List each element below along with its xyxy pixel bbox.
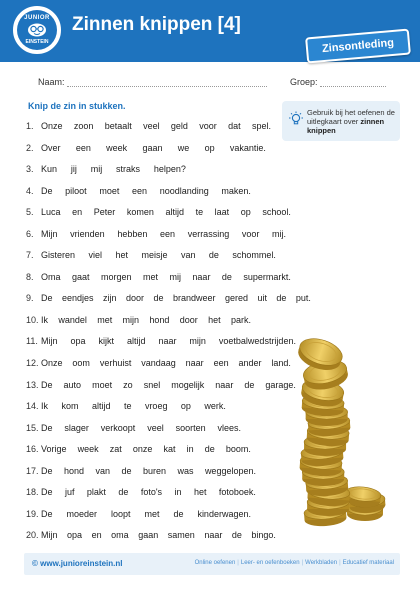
sentence-text xyxy=(41,206,291,228)
tip-text-bold: zinnen knippen xyxy=(307,117,385,135)
sentence-word: kat xyxy=(163,444,176,455)
sentence-word: mijn xyxy=(122,314,140,325)
sentence-word: bingo. xyxy=(251,530,276,541)
sentence-word: moeder xyxy=(66,508,97,519)
category-tag: Zinsontleding xyxy=(305,29,411,64)
sentence-word: op xyxy=(240,207,251,218)
sentence-word: vakantie. xyxy=(229,142,266,153)
sentence-number: 19. xyxy=(26,508,39,519)
sentence-word: zat xyxy=(109,444,122,455)
sentence-word: hond xyxy=(63,465,85,476)
sentence-word: hond xyxy=(149,314,170,325)
sentence-item xyxy=(26,228,296,250)
name-label: Naam: xyxy=(38,77,65,87)
sentence-word: brandweer xyxy=(172,293,216,304)
sentence-word: De xyxy=(41,487,53,498)
sentence-word: Mijn xyxy=(41,228,58,239)
sentence-word: de xyxy=(121,465,132,476)
tip-text-body: Gebruik bij het oefenen de uitlegkaart over xyxy=(307,108,395,126)
name-line xyxy=(67,77,267,87)
sentence-word: Oma xyxy=(41,271,61,282)
sentence-word: opa xyxy=(70,336,86,347)
sentence-word: jij xyxy=(70,164,77,175)
einstein-face-icon xyxy=(27,23,47,37)
sentence-text xyxy=(41,249,276,271)
sentence-text xyxy=(41,357,291,379)
sentence-word: land. xyxy=(271,358,291,369)
sentence-word: weggelopen. xyxy=(204,465,256,476)
sentence-word: naar xyxy=(192,271,211,282)
sentence-word: met xyxy=(142,271,158,282)
sentence-text xyxy=(41,314,251,336)
sentence-word: Kun xyxy=(41,164,58,175)
footer-site: © www.junioreinstein.nl xyxy=(32,559,123,568)
sentence-word: en xyxy=(91,530,102,541)
sentence-number: 9. xyxy=(26,293,34,304)
sentence-word: voor xyxy=(241,228,260,239)
sentence-word: laat xyxy=(214,207,230,218)
sentence-word: De xyxy=(41,293,53,304)
sentence-word: vandaag xyxy=(141,358,176,369)
sentence-word: het xyxy=(208,314,221,325)
sentence-word: in xyxy=(186,444,194,455)
sentence-word: De xyxy=(41,185,53,196)
sentence-word: was xyxy=(177,465,194,476)
sentence-item xyxy=(26,422,296,444)
sentence-number: 5. xyxy=(26,207,34,218)
sentence-item xyxy=(26,400,296,422)
sentence-number: 2. xyxy=(26,142,34,153)
sentence-word: Mijn xyxy=(41,336,58,347)
sentence-word: viel xyxy=(88,250,102,261)
footer-separator: | xyxy=(339,560,341,566)
sentence-number: 17. xyxy=(26,465,39,476)
sentence-word: De xyxy=(41,379,53,390)
sentence-word: mij xyxy=(169,271,181,282)
sentence-word: de xyxy=(231,530,242,541)
sentence-word: snel xyxy=(143,379,161,390)
sentence-word: foto's xyxy=(140,487,163,498)
sentence-word: noodlanding xyxy=(159,185,209,196)
sentence-item xyxy=(26,335,296,357)
sentence-word: vrienden xyxy=(70,228,105,239)
footer-link[interactable]: Leer- en oefenboeken xyxy=(240,560,300,566)
sentence-number: 11. xyxy=(26,336,38,347)
sentence-word: Peter xyxy=(93,207,116,218)
sentence-word: helpen? xyxy=(153,164,186,175)
sentence-word: Ik xyxy=(41,401,49,412)
sentence-word: voetbalwedstrijden. xyxy=(218,336,296,347)
sentence-word: week xyxy=(77,444,99,455)
sentence-word: de xyxy=(276,293,287,304)
sentence-word: supermarkt. xyxy=(243,271,291,282)
footer-links xyxy=(195,560,394,566)
sentence-word: de xyxy=(221,271,232,282)
sentence-word: het xyxy=(193,487,207,498)
sentence-number: 15. xyxy=(26,422,39,433)
sentence-word: zo xyxy=(123,379,133,390)
sentence-word: plakt xyxy=(86,487,106,498)
sentence-item xyxy=(26,508,296,530)
sentence-word: vlees. xyxy=(217,422,241,433)
sentence-word: meisje xyxy=(141,250,168,261)
sentence-text xyxy=(41,400,226,422)
sentence-word: door xyxy=(125,293,144,304)
sentence-item xyxy=(26,529,296,551)
group-field xyxy=(290,77,386,87)
sentence-word: het xyxy=(115,250,128,261)
sentence-word: kinderwagen. xyxy=(197,508,251,519)
sentence-text xyxy=(41,335,296,357)
sentence-word: De xyxy=(41,508,53,519)
sentence-word: vroeg xyxy=(144,401,168,412)
sentence-word: met xyxy=(144,508,160,519)
sentence-word: betaalt xyxy=(104,121,132,131)
sentence-text xyxy=(41,465,256,487)
sentence-item xyxy=(26,120,296,142)
sentence-word: slager xyxy=(64,422,89,433)
sentence-word: garage. xyxy=(265,379,296,390)
sentence-item xyxy=(26,249,296,271)
tip-box xyxy=(282,101,400,141)
sentence-word: morgen xyxy=(100,271,132,282)
sentence-word: mij xyxy=(90,164,103,175)
sentence-word: auto xyxy=(63,379,82,390)
sentence-word: door xyxy=(179,314,198,325)
sentence-number: 20. xyxy=(26,530,39,541)
sentence-word: oom xyxy=(72,358,90,369)
sentence-text xyxy=(41,271,291,293)
sentence-word: een xyxy=(213,358,229,369)
sentence-word: de xyxy=(204,444,215,455)
logo-text-top: JUNIOR xyxy=(24,15,50,21)
sentence-item xyxy=(26,142,296,164)
sentence-number: 10. xyxy=(26,314,39,325)
sentence-word: geld xyxy=(170,121,188,131)
sentence-word: opa xyxy=(67,530,83,541)
footer-link[interactable]: Online oefenen xyxy=(194,560,236,566)
sentence-word: Ik xyxy=(41,314,49,325)
sentence-word: verhuist xyxy=(99,358,132,369)
sentence-word: mijn xyxy=(189,336,206,347)
sentence-number: 16. xyxy=(26,444,39,455)
sentence-number: 1. xyxy=(26,121,34,131)
sentence-word: en xyxy=(72,207,83,218)
sentence-word: spel. xyxy=(251,121,271,131)
sentence-word: school. xyxy=(262,207,291,218)
sentence-word: naar xyxy=(185,358,204,369)
sentence-text xyxy=(41,185,251,207)
sentence-word: de xyxy=(208,250,219,261)
sentence-word: hebben xyxy=(117,228,148,239)
sentence-word: met xyxy=(97,314,113,325)
sentence-number: 14. xyxy=(26,401,39,412)
sentence-word: Onze xyxy=(41,358,63,369)
junior-einstein-logo xyxy=(13,6,61,54)
sentence-item xyxy=(26,357,296,379)
sentence-word: piloot xyxy=(65,185,87,196)
sentence-word: te xyxy=(123,401,132,412)
sentence-word: de xyxy=(118,487,129,498)
coin-stack-illustration xyxy=(285,330,405,530)
sentence-number: 6. xyxy=(26,228,34,239)
sentence-word: week xyxy=(106,142,128,153)
instruction: Knip de zin in stukken. xyxy=(28,101,126,111)
sentence-text xyxy=(41,142,266,164)
sentence-word: gered xyxy=(224,293,248,304)
sentence-word: verrassing xyxy=(187,228,230,239)
sentence-word: Mijn xyxy=(41,530,58,541)
sentence-text xyxy=(41,163,186,185)
sentence-item xyxy=(26,185,296,207)
sentence-word: park. xyxy=(230,314,251,325)
sentence-word: mogelijk xyxy=(171,379,205,390)
sentence-word: werk. xyxy=(204,401,226,412)
sentence-number: 7. xyxy=(26,250,34,261)
sentence-word: straks xyxy=(116,164,141,175)
sentence-word: van xyxy=(95,465,110,476)
sentence-word: buren xyxy=(142,465,166,476)
page-header xyxy=(0,0,420,62)
sentence-word: De xyxy=(41,422,53,433)
sentence-word: schommel. xyxy=(232,250,276,261)
sentence-word: naar xyxy=(215,379,234,390)
sentence-word: Over xyxy=(41,142,61,153)
sentence-text xyxy=(41,529,276,551)
sentence-list xyxy=(26,120,311,551)
sentence-word: samen xyxy=(167,530,195,541)
sentence-text xyxy=(41,379,296,401)
sentence-item xyxy=(26,206,296,228)
sentence-word: eendjes xyxy=(61,293,94,304)
sentence-item xyxy=(26,271,296,293)
sentence-word: gaan xyxy=(142,142,163,153)
sentence-word: op xyxy=(180,401,191,412)
sentence-number: 13. xyxy=(26,379,39,390)
sentence-word: Luca xyxy=(41,207,61,218)
sentence-word: oma xyxy=(111,530,129,541)
name-field xyxy=(38,77,267,87)
sentence-item xyxy=(26,292,311,314)
sentence-word: gaat xyxy=(71,271,90,282)
footer-separator: | xyxy=(301,560,304,566)
sentence-number: 12. xyxy=(26,358,39,369)
sentence-word: moet xyxy=(99,185,120,196)
sentence-word: komen xyxy=(126,207,154,218)
group-line xyxy=(320,77,386,87)
sentence-word: van xyxy=(180,250,196,261)
sentence-word: juf xyxy=(64,487,75,498)
page-title: Zinnen knippen [4] xyxy=(72,14,241,35)
sentence-item xyxy=(26,314,296,336)
sentence-word: Onze xyxy=(41,121,63,131)
sentence-word: uit xyxy=(257,293,267,304)
sentence-word: de xyxy=(153,293,164,304)
sentence-word: kom xyxy=(61,401,79,412)
sentence-word: mij. xyxy=(272,228,286,239)
sentence-word: een xyxy=(160,228,176,239)
sentence-word: moet xyxy=(92,379,113,390)
sentence-number: 4. xyxy=(26,185,34,196)
sentence-text xyxy=(41,508,251,530)
tip-text xyxy=(307,108,399,135)
sentence-word: kijkt xyxy=(98,336,114,347)
sentence-word: loopt xyxy=(110,508,131,519)
page-footer xyxy=(24,553,400,575)
sentence-word: op xyxy=(204,142,215,153)
sentence-text xyxy=(41,292,311,314)
sentence-item xyxy=(26,379,296,401)
sentence-word: altijd xyxy=(91,401,111,412)
sentence-item xyxy=(26,465,296,487)
sentence-word: Vorige xyxy=(41,444,67,455)
sentence-word: veel xyxy=(147,422,164,433)
sentence-word: dat xyxy=(228,121,241,131)
sentence-word: de xyxy=(173,508,184,519)
sentence-number: 3. xyxy=(26,164,34,175)
sentence-text xyxy=(41,422,241,444)
sentence-word: Gisteren xyxy=(41,250,76,261)
sentence-word: boom. xyxy=(225,444,251,455)
sentence-word: verkoopt xyxy=(100,422,136,433)
footer-link[interactable]: Educatief materiaal xyxy=(342,560,394,566)
sentence-word: een xyxy=(132,185,148,196)
sentence-word: De xyxy=(41,465,53,476)
sentence-word: put. xyxy=(295,293,311,304)
sentence-word: zijn xyxy=(102,293,117,304)
sentence-word: een xyxy=(75,142,91,153)
sentence-word: onze xyxy=(132,444,153,455)
sentence-number: 18. xyxy=(26,487,39,498)
sentence-text xyxy=(41,486,256,508)
sentence-word: voor xyxy=(199,121,217,131)
sentence-word: altijd xyxy=(126,336,146,347)
sentence-word: veel xyxy=(143,121,160,131)
sentence-word: gaan xyxy=(138,530,159,541)
logo-text-bottom: EINSTEIN xyxy=(25,39,49,45)
sentence-text xyxy=(41,228,286,250)
sentence-item xyxy=(26,163,296,185)
sentence-word: we xyxy=(177,142,190,153)
sentence-word: naar xyxy=(158,336,177,347)
group-label: Groep: xyxy=(290,77,318,87)
sentence-item xyxy=(26,443,296,465)
sentence-text xyxy=(41,120,271,142)
sentence-word: te xyxy=(195,207,204,218)
sentence-word: ander xyxy=(238,358,262,369)
sentence-word: in xyxy=(174,487,182,498)
sentence-word: zoon xyxy=(73,121,94,131)
sentence-word: naar xyxy=(204,530,223,541)
sentence-text xyxy=(41,443,251,465)
sentence-number: 8. xyxy=(26,271,34,282)
footer-link[interactable]: Werkbladen xyxy=(305,560,338,566)
sentence-word: fotoboek. xyxy=(218,487,256,498)
sentence-item xyxy=(26,486,296,508)
sentence-word: de xyxy=(244,379,255,390)
sentence-word: altijd xyxy=(165,207,184,218)
sentence-word: maken. xyxy=(221,185,251,196)
sentence-word: wandel xyxy=(58,314,87,325)
sentence-word: soorten xyxy=(175,422,206,433)
footer-separator: | xyxy=(237,560,239,566)
